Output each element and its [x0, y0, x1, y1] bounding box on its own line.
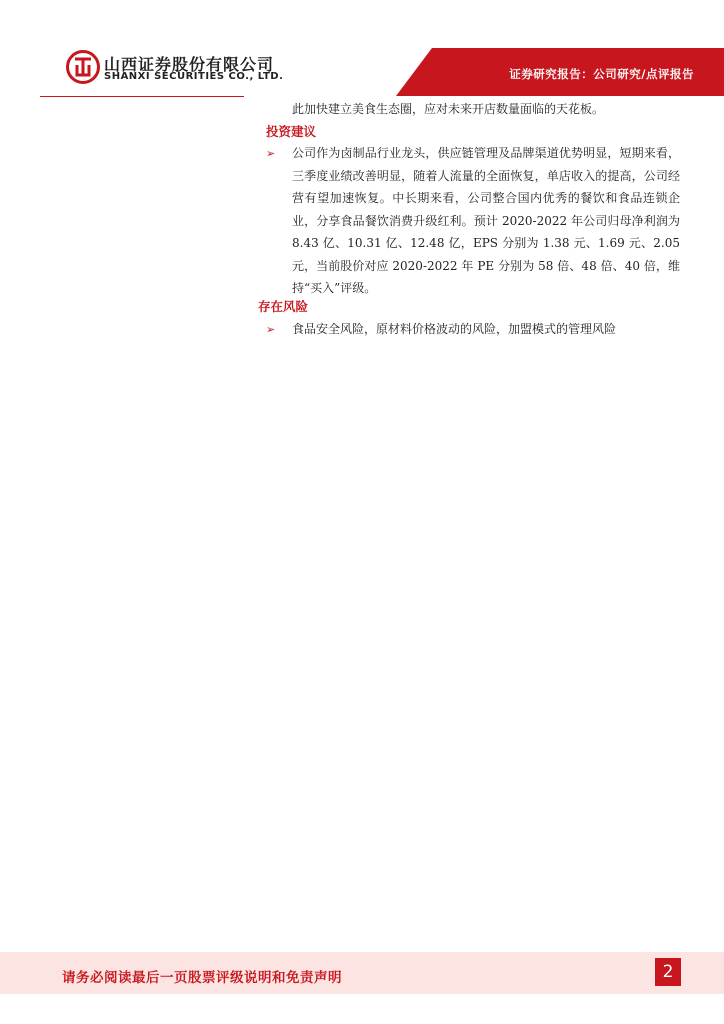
report-type-title: 证券研究报告：公司研究/点评报告	[509, 67, 694, 81]
investment-paragraph: 公司作为卤制品行业龙头，供应链管理及品牌渠道优势明显，短期来看，三季度业绩改善明显，随着人流量的全面恢复，单店收入的提高，公司经营有望加速恢复。中长期来看，公司整合国内优秀的餐饮和食品连锁企业，分享食品餐饮消费升级红利。预计 2020-2022 年公司归母净利润为 8.43 亿、10.31 亿、12.48 亿，EPS 分别为 1.38 元、1.69 元、2.05 元，当前股价对应 2020-2022 年 PE 分别为 58 倍、48 倍、40 倍，维持“买入”评级。	[292, 146, 680, 295]
company-name-cn: 山西证券股份有限公司	[104, 55, 275, 74]
company-name-en: SHANXI SECURITIES CO., LTD.	[104, 71, 284, 82]
risk-paragraph: 食品安全风险，原材料价格波动的风险，加盟模式的管理风险	[292, 322, 617, 336]
bullet-arrow-icon: ➢	[266, 323, 276, 336]
bullet-arrow-icon: ➢	[266, 147, 276, 160]
section-title-risk: 存在风险	[258, 299, 309, 314]
footer-disclaimer: 请务必阅读最后一页股票评级说明和免责声明	[62, 970, 342, 986]
section-title-investment: 投资建议	[266, 124, 317, 139]
header-divider	[40, 96, 244, 97]
page-number: 2	[655, 958, 681, 986]
continuation-paragraph: 此加快建立美食生态圈，应对未来开店数量面临的天花板。	[292, 102, 605, 116]
